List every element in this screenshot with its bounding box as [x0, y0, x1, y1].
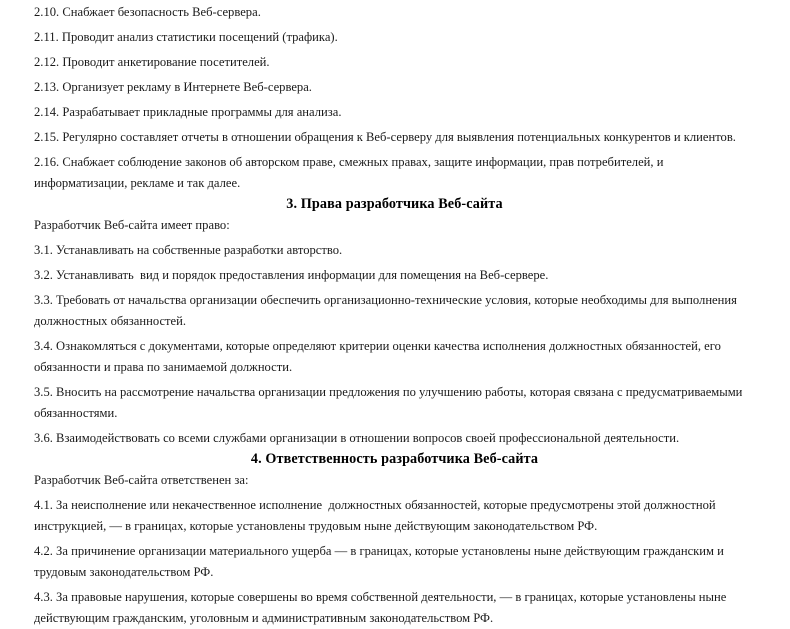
clause-4-1: 4.1. За неисполнение или некачественное исполнение должностных обязанностей, которые предусмотрены этой должностной инструкцией, — в границах, которые установлены трудовым ныне действующим законодательством РФ.	[34, 498, 719, 533]
clause-3-6: 3.6. Взаимодействовать со всеми службами организации в отношении вопросов своей профессиональной деятельности.	[34, 431, 680, 445]
section-4-lead: Разработчик Веб-сайта ответственен за:	[34, 473, 249, 487]
clause-2-13: 2.13. Организует рекламу в Интернете Веб-сервера.	[34, 80, 312, 94]
section-3-lead: Разработчик Веб-сайта имеет право:	[34, 218, 230, 232]
clause-3-5: 3.5. Вносить на рассмотрение начальства организации предложения по улучшению работы, которая связана с предусматриваемыми обязанностями.	[34, 385, 749, 420]
clause-4-2: 4.2. За причинение организации материального ущерба — в границах, которые установлены ныне действующим гражданским и трудовым законодательством РФ.	[34, 544, 728, 579]
clause-2-16: 2.16. Снабжает соблюдение законов об авторском праве, смежных правах, защите информации, прав потребителей, и информатизации, рекламе и так далее.	[34, 155, 667, 190]
section-heading-4: 4. Ответственность разработчика Веб-сайта	[250, 451, 539, 467]
clause-2-14: 2.14. Разрабатывает прикладные программы для анализа.	[34, 105, 342, 119]
clause-3-1: 3.1. Устанавливать на собственные разработки авторство.	[34, 243, 343, 257]
clause-3-2: 3.2. Устанавливать вид и порядок предоставления информации для помещения на Веб-сервере.	[34, 268, 549, 282]
clause-2-10: 2.10. Снабжает безопасность Веб-сервера.	[34, 5, 261, 19]
section-heading-3: 3. Права разработчика Веб-сайта	[286, 196, 503, 212]
document-body	[34, 2, 755, 629]
clause-2-11: 2.11. Проводит анализ статистики посещений (трафика).	[34, 30, 338, 44]
clause-4-3: 4.3. За правовые нарушения, которые совершены во время собственной деятельности, — в границах, которые установлены ныне действующим гражданским, уголовным и административным законодательством РФ.	[34, 590, 730, 625]
clause-3-3: 3.3. Требовать от начальства организации обеспечить организационно-технические условия, которые необходимы для выполнения должностных обязанностей.	[34, 293, 741, 328]
clause-2-12: 2.12. Проводит анкетирование посетителей.	[34, 55, 270, 69]
clause-3-4: 3.4. Ознакомляться с документами, которые определяют критерии оценки качества исполнения должностных обязанностей, его обязанности и права по занимаемой должности.	[34, 339, 725, 374]
clause-2-15: 2.15. Регулярно составляет отчеты в отношении обращения к Веб-серверу для выявления потенциальных конкурентов и клиентов.	[34, 130, 736, 144]
